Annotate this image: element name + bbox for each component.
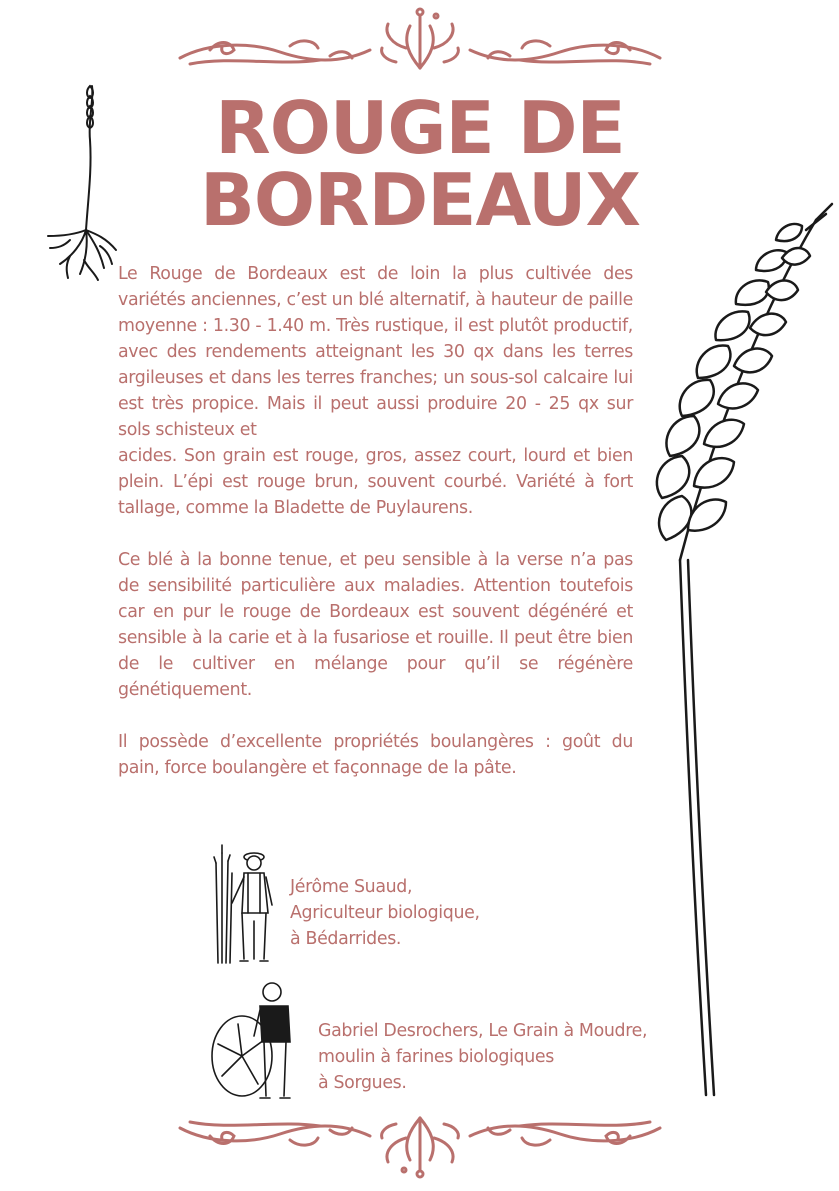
title-line-1: ROUGE DE bbox=[215, 86, 625, 170]
paragraph-3: Il possède d’excellente propriétés boulangères : goût du pain, force boulangère et façonnage de la pâte. bbox=[118, 732, 633, 778]
description-text bbox=[118, 261, 633, 781]
wheat-seedling-icon bbox=[40, 80, 120, 300]
credit-miller bbox=[318, 1018, 647, 1096]
credit-miller-role: moulin à farines biologiques bbox=[318, 1047, 554, 1067]
credit-miller-name: Gabriel Desrochers, Le Grain à Moudre, bbox=[318, 1021, 648, 1041]
paragraph-1: Le Rouge de Bordeaux est de loin la plus cultivée des variétés anciennes, c’est un blé alternatif, à hauteur de paille moyenne : 1.30 - 1.40 m. Très rustique, il est plutôt productif, avec des rendements atteignant les 30 qx dans les terres argileuses et dans les terres franches; un sous-sol calcaire lui est très propice. Mais il peut aussi produire 20 - 25 qx sur sols schisteux et bbox=[118, 264, 633, 440]
credit-miller-place: à Sorgues. bbox=[318, 1073, 407, 1093]
paragraph-2: Ce blé à la bonne tenue, et peu sensible à la verse n’a pas de sensibilité particulière aux maladies. Attention toutefois car en pur le rouge de Bordeaux est souvent dégénéré et sensible à la carie et à la fusariose et rouille. Il peut être bien de le cultiver en mélange pour qu’il se régénère génétiquement. bbox=[118, 550, 633, 700]
paragraph-1-continued: acides. Son grain est rouge, gros, assez court, lourd et bien plein. L’épi est rouge brun, souvent courbé. Variété à fort tallage, comme la Bladette de Puylaurens. bbox=[118, 446, 633, 518]
credit-farmer bbox=[290, 874, 480, 952]
bottom-flourish-ornament-icon bbox=[170, 1108, 670, 1180]
page-title bbox=[120, 86, 720, 242]
credit-farmer-role: Agriculteur biologique, bbox=[290, 903, 480, 923]
title-line-2: BORDEAUX bbox=[200, 158, 640, 242]
credit-farmer-place: à Bédarrides. bbox=[290, 929, 402, 949]
wheat-ear-icon bbox=[636, 200, 836, 1100]
farmer-with-wheat-icon bbox=[212, 843, 278, 967]
miller-with-millstone-icon bbox=[208, 980, 300, 1104]
credit-farmer-name: Jérôme Suaud, bbox=[290, 877, 413, 897]
top-flourish-ornament-icon bbox=[170, 6, 670, 76]
paragraph-intro bbox=[118, 261, 633, 521]
